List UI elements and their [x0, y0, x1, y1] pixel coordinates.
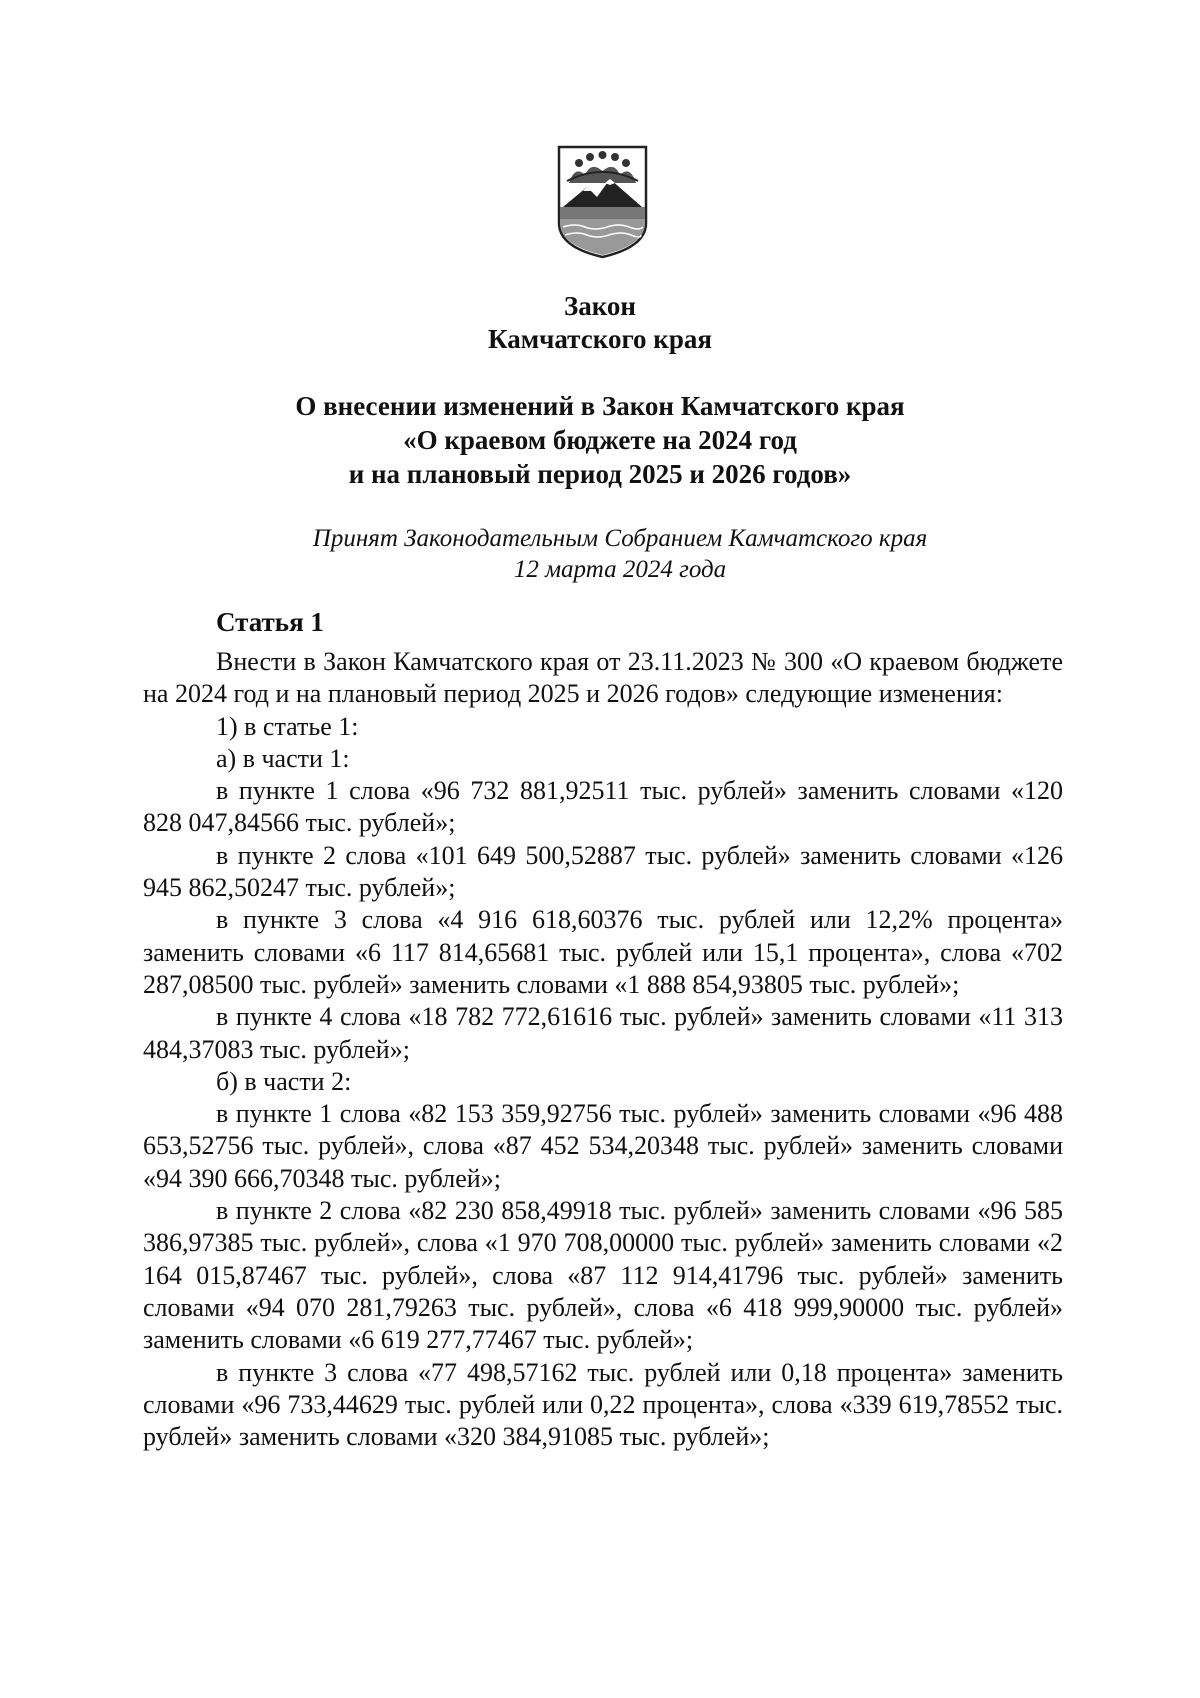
article-body: [143, 646, 1063, 1453]
article-heading: Статья 1: [216, 607, 324, 637]
region-name: Камчатского края: [488, 324, 712, 354]
coat-of-arms-emblem: [555, 143, 650, 261]
paragraph: в пункте 2 слова «82 230 858,49918 тыс. рублей» заменить словами «96 585 386,97385 тыс. рублей», слова «1 970 708,00000 тыс. рублей» заменить словами «2 164 015,87467 тыс. рублей», слова «87 112 914,41796 тыс. рублей» заменить словами «94 070 281,79263 тыс. рублей», слова «6 418 999,90000 тыс. рублей» заменить словами «6 619 277,77467 тыс. рублей»;: [143, 1196, 1063, 1355]
law-title: Закон: [563, 291, 636, 321]
paragraph: а) в части 1:: [216, 743, 350, 773]
adoption-line-1: Принят Законодательным Собранием Камчатского края: [312, 525, 928, 552]
paragraph: в пункте 1 слова «96 732 881,92511 тыс. рублей» заменить словами «120 828 047,84566 тыс. рублей»;: [143, 776, 1063, 838]
paragraph: в пункте 1 слова «82 153 359,92756 тыс. рублей» заменить словами «96 488 653,52756 тыс. рублей», слова «87 452 534,20348 тыс. рублей» заменить словами «94 390 666,70348 тыс. рублей»;: [143, 1099, 1063, 1193]
paragraph: в пункте 4 слова «18 782 772,61616 тыс. рублей» заменить словами «11 313 484,37083 тыс. рублей»;: [143, 1002, 1063, 1064]
paragraph: 1) в статье 1:: [216, 711, 359, 741]
law-subject-line-2: «О краевом бюджете на 2024 год: [403, 425, 797, 455]
law-subject-line-3: и на плановый период 2025 и 2026 годов»: [348, 459, 852, 489]
paragraph: в пункте 3 слова «4 916 618,60376 тыс. рублей или 12,2% процента» заменить словами «6 117 814,65681 тыс. рублей или 15,1 процента», слова «702 287,08500 тыс. рублей» заменить словами «1 888 854,93805 тыс. рублей»;: [143, 905, 1063, 999]
law-subject-line-1: О внесении изменений в Закон Камчатского края: [295, 391, 905, 421]
paragraph: Внести в Закон Камчатского края от 23.11.2023 № 300 «О краевом бюджете на 2024 год и на плановый период 2025 и 2026 годов» следующие изменения:: [143, 647, 1063, 709]
paragraph: в пункте 2 слова «101 649 500,52887 тыс. рублей» заменить словами «126 945 862,50247 тыс. рублей»;: [143, 840, 1063, 903]
adoption-date: 12 марта 2024 года: [513, 556, 727, 583]
paragraph: в пункте 3 слова «77 498,57162 тыс. рублей или 0,18 процента» заменить словами «96 733,44629 тыс. рублей или 0,22 процента», слова «339 619,78552 тыс. рублей» заменить словами «320 384,91085 тыс. рублей»;: [143, 1357, 1063, 1452]
paragraph: б) в части 2:: [216, 1066, 352, 1096]
